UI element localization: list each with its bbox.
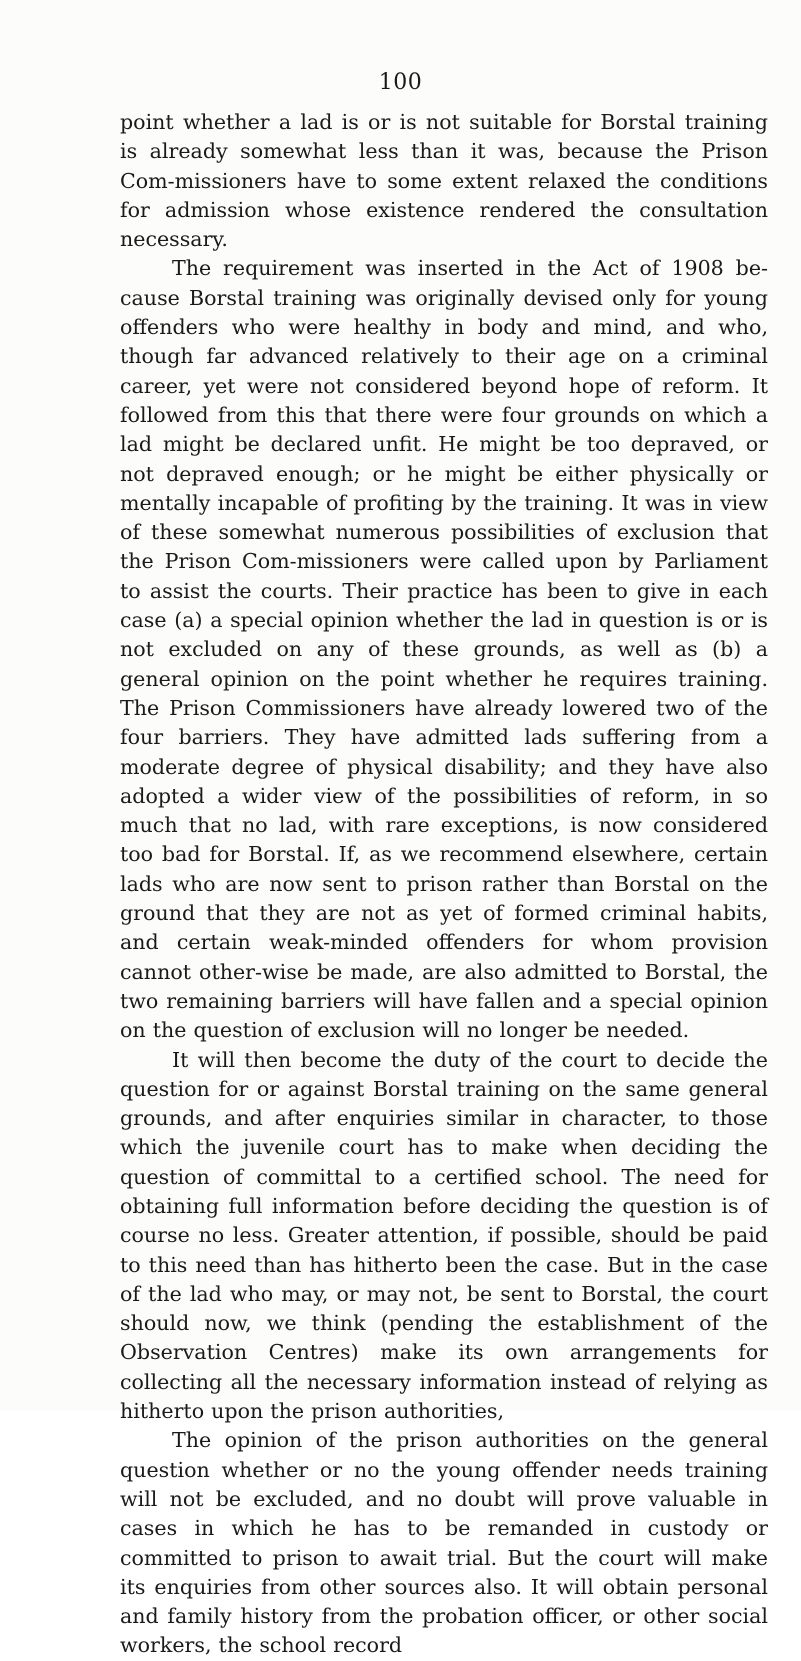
paragraph-2: The requirement was inserted in the Act of 1908 be-cause Borstal training was originally devised only for young offenders who were healthy in body and mind, and who, though far advanced relatively to their age on a criminal career, yet were not considered beyond hope of reform. It followed from this that there were four grounds on which a lad might be declared unfit. He might be too depraved, or not depraved enough; or he might be either physically or mentally incapable of profiting by the training. It was in view of these somewhat numerous possibilities of exclusion that the Prison Com-missioners were called upon by Parliament to assist the courts. Their practice has been to give in each case (a) a special opinion whether the lad in question is or is not excluded on any of these grounds, as well as (b) a general opinion on the point whether he requires training. The Prison Commissioners have already lowered two of the four barriers. They have admitted lads suffering from a moderate degree of physical disability; and they have also adopted a wider view of the possibilities of reform, in so much that no lad, with rare exceptions, is now considered too bad for Borstal. If, as we recommend elsewhere, certain lads who are now sent to prison rather than Borstal on the ground that they are not as yet of formed criminal habits, and certain weak-minded offenders for whom provision cannot other-wise be made, are also admitted to Borstal, the two remaining barriers will have fallen and a special opinion on the question of exclusion will no longer be needed.	[120, 256, 768, 1043]
page-number: 100	[378, 70, 423, 95]
paragraph-4: The opinion of the prison authorities on the general question whether or no the young offender needs training will not be excluded, and no doubt will prove valuable in cases in which he has to be remanded in custody or committed to prison to await trial. But the court will make its enquiries from other sources also. It will obtain personal and family history from the probation officer, or other social workers, the school record	[120, 1428, 768, 1658]
body-text	[120, 108, 768, 1661]
paragraph-1: point whether a lad is or is not suitable for Borstal training is already somewhat less than it was, because the Prison Com-missioners have to some extent relaxed the conditions for admission whose existence rendered the consultation necessary.	[120, 110, 768, 252]
paragraph-3: It will then become the duty of the court to decide the question for or against Borstal training on the same general grounds, and after enquiries similar in character, to those which the juvenile court has to make when deciding the question of committal to a certified school. The need for obtaining full information before deciding the question is of course no less. Greater attention, if possible, should be paid to this need than has hitherto been the case. But in the case of the lad who may, or may not, be sent to Borstal, the court should now, we think (pending the establishment of the Observation Centres) make its own arrangements for collecting all the necessary information instead of relying as hitherto upon the prison authorities,	[120, 1047, 768, 1424]
